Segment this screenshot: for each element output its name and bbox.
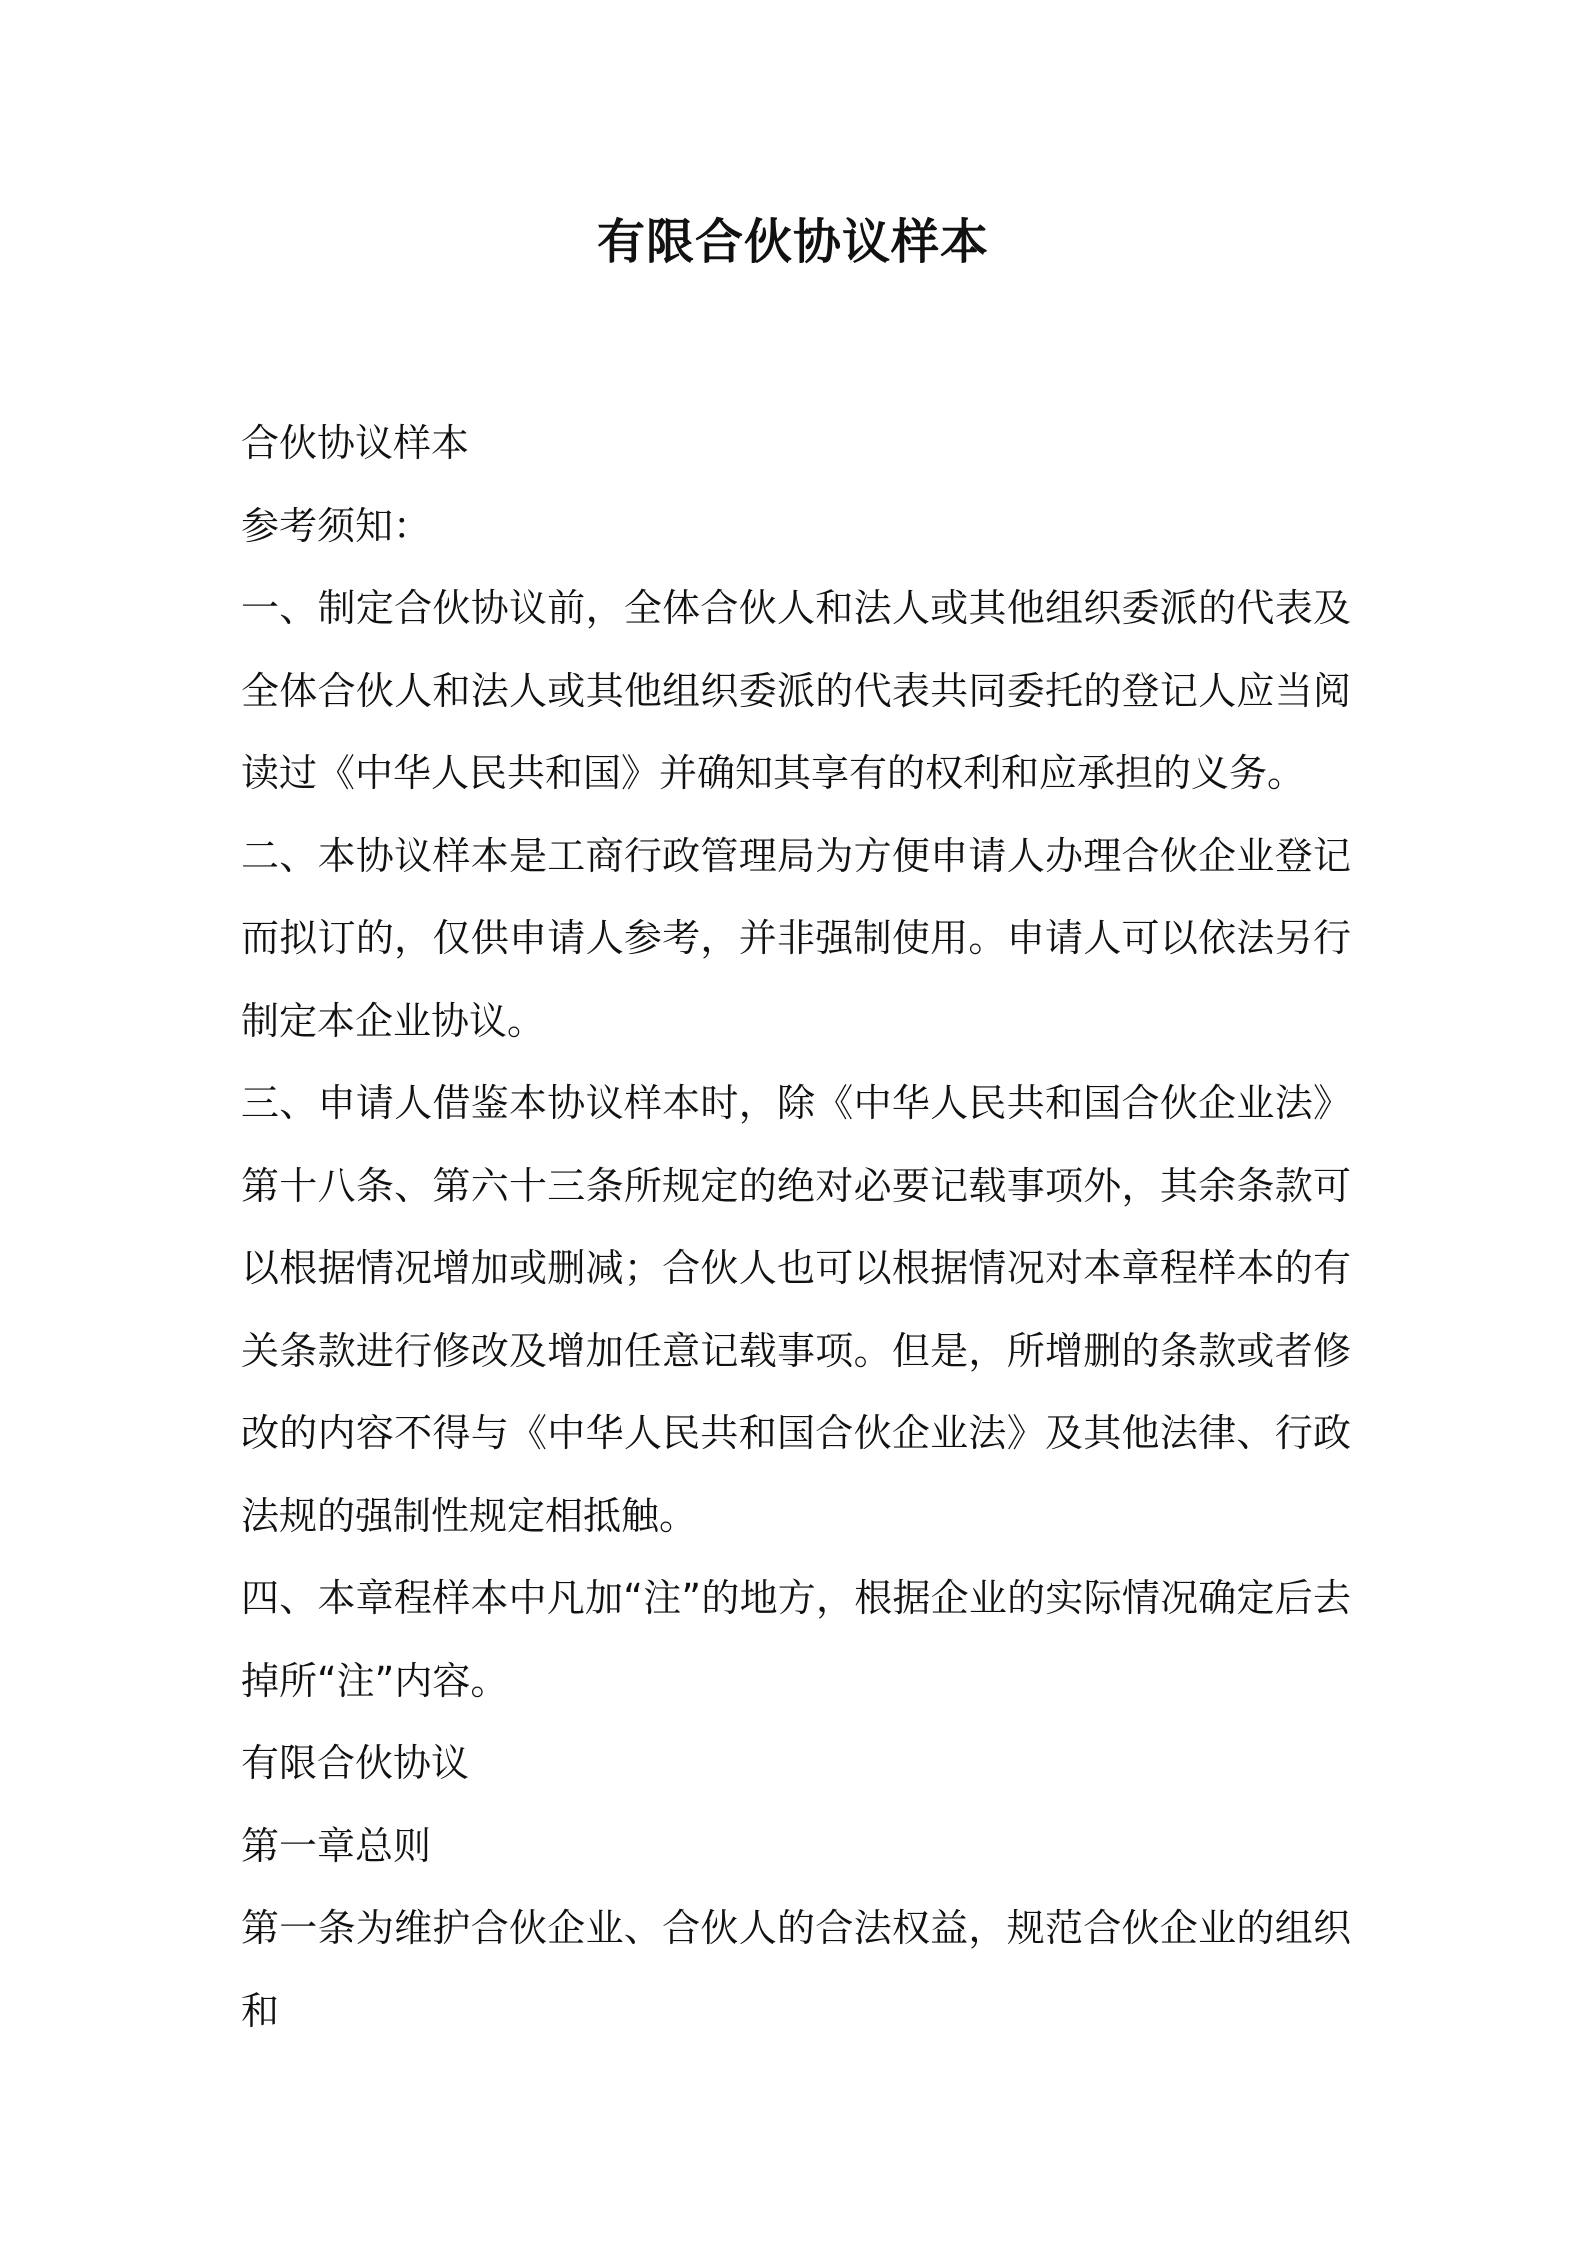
subtitle-sample: 合伙协议样本 [241,421,470,465]
document-body [241,402,1351,2052]
notice-item-4: 四、本章程样本中凡加“注”的地方，根据企业的实际情况确定后去掉所“注”内容。 [241,1576,1351,1703]
article-1: 第一条为维护合伙企业、合伙人的合法权益，规范合伙企业的组织和 [241,1906,1351,2033]
notice-item-1: 一、制定合伙协议前，全体合伙人和法人或其他组织委派的代表及全体合伙人和法人或其他组织委派的代表共同委托的登记人应当阅读过《中华人民共和国》并确知其享有的权利和应承担的义务。 [241,586,1351,795]
notice-item-2: 二、本协议样本是工商行政管理局为方便申请人办理合伙企业登记而拟订的，仅供申请人参考，并非强制使用。申请人可以依法另行制定本企业协议。 [241,833,1351,1043]
chapter-heading: 第一章总则 [241,1823,432,1868]
notice-heading: 参考须知： [241,503,432,548]
document-title: 有限合伙协议样本 [596,214,989,270]
agreement-heading: 有限合伙协议 [241,1741,470,1785]
notice-item-3: 三、申请人借鉴本协议样本时，除《中华人民共和国合伙企业法》第十八条、第六十三条所规定的绝对必要记载事项外，其余条款可以根据情况增加或删减；合伙人也可以根据情况对本章程样本的有关条款进行修改及增加任意记载事项。但是，所增删的条款或者修改的内容不得与《中华人民共和国合伙企业法》及其他法律、行政法规的强制性规定相抵触。 [241,1081,1351,1538]
